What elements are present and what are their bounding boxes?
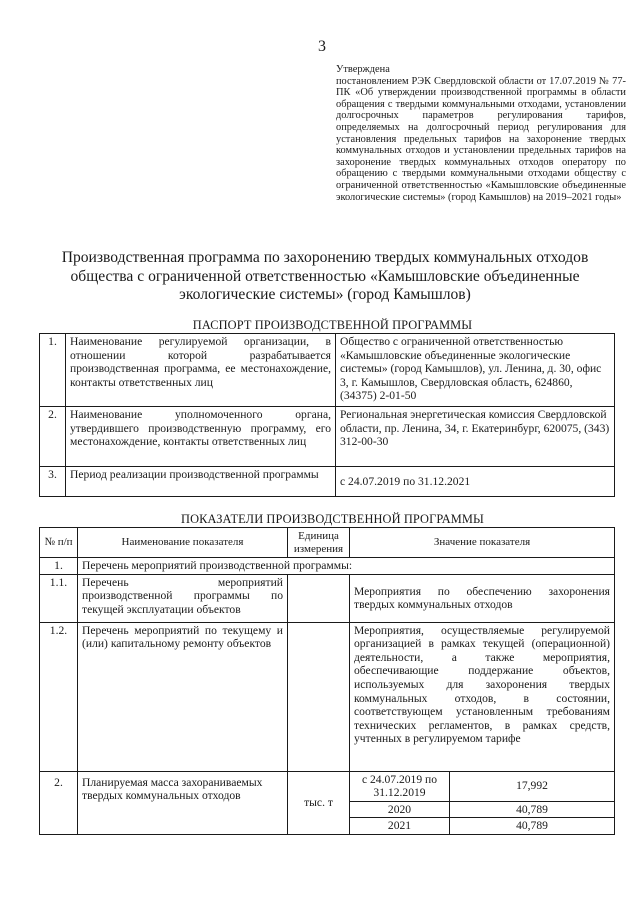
indicators-heading: ПОКАЗАТЕЛИ ПРОИЗВОДСТВЕННОЙ ПРОГРАММЫ [181,512,484,526]
table-row [40,467,615,497]
table-row [40,622,615,771]
table-row [40,574,615,622]
row-unit [288,574,350,622]
row-number: 2. [40,407,66,467]
row-number: 1.2. [40,622,78,771]
value-cell: 40,789 [450,818,615,835]
row-value: Общество с ограниченной ответственностью «Камышловские объединенные экологические системы» (город Камышлов), ул. Ленина, д. 30, офис 3, г. Камышлов, Свердловская область, 624860, (34375) 2-01-50 [336,334,615,407]
table-row [40,334,615,407]
row-unit: тыс. т [288,771,350,834]
indicators-table [39,527,615,835]
table-header-row [40,528,615,558]
period-cell: 2020 [350,801,450,818]
row-label: Период реализации производственной программы [66,467,336,497]
row-value: Мероприятия, осуществляемые регулируемой организацией в рамках текущей (операционной) деятельности, а также мероприятия, обеспечивающие поддержание объектов, используемых для захоронения твердых коммунальных отходов, в состоянии, соответствующем установленным требованиям технических регламентов, в рамках средств, учтенных в регулируемом тарифе [350,622,615,771]
value-cell: 40,789 [450,801,615,818]
document-title: Производственная программа по захоронению твердых коммунальных отходов общества с ограниченной ответственностью «Камышловские объединенные экологические системы» (город Камышлов) [61,249,589,303]
row-name: Планируемая масса захораниваемых твердых коммунальных отходов [78,771,288,834]
header-value: Значение показателя [350,528,615,558]
approval-block [336,64,626,203]
row-number: 3. [40,467,66,497]
header-name: Наименование показателя [78,528,288,558]
period-cell: 2021 [350,818,450,835]
row-number: 1. [40,334,66,407]
row-label: Наименование уполномоченного органа, утвердившего производственную программу, его местонахождение, контакты ответственных лиц [66,407,336,467]
row-text: Перечень мероприятий производственной программы: [78,558,615,575]
period-cell: с 24.07.2019 по 31.12.2019 [350,771,450,801]
row-unit [288,622,350,771]
approval-heading: Утверждена [336,64,390,75]
row-number: 1. [40,558,78,575]
header-number: № п/п [40,528,78,558]
row-value: с 24.07.2019 по 31.12.2021 [336,467,615,497]
table-row [40,771,615,801]
table-row [40,558,615,575]
header-unit: Единица измерения [288,528,350,558]
row-value: Региональная энергетическая комиссия Свердловской области, пр. Ленина, 34, г. Екатеринбург, 620075, (343) 312-00-30 [336,407,615,467]
row-value: Мероприятия по обеспечению захоронения твердых коммунальных отходов [350,574,615,622]
page-number: 3 [318,38,326,55]
table-row [40,407,615,467]
passport-heading: ПАСПОРТ ПРОИЗВОДСТВЕННОЙ ПРОГРАММЫ [192,318,473,332]
row-label: Наименование регулируемой организации, в отношении которой разрабатывается производственная программа, ее местонахождение, контакты ответственных лиц [66,334,336,407]
value-cell: 17,992 [450,771,615,801]
row-number: 2. [40,771,78,834]
row-name: Перечень мероприятий производственной программы по текущей эксплуатации объектов [78,574,288,622]
approval-text: постановлением РЭК Свердловской области от 17.07.2019 № 77-ПК «Об утверждении производственной программы в области обращения с твердыми коммунальными отходами, установлении долгосрочных параметров регулирования тарифов, определяемых на долгосрочный период регулирования для установления предельных тарифов на захоронение твердых коммунальных отходов и установлении предельных тарифов на захоронение твердых коммунальных отходов оператору по обращению с твердыми коммунальными отходами обществу с ограниченной ответственностью «Камышловские объединенные экологические системы» (город Камышлов) на 2019–2021 годы» [336,75,626,203]
passport-table [39,333,615,497]
row-number: 1.1. [40,574,78,622]
row-name: Перечень мероприятий по текущему и (или) капитальному ремонту объектов [78,622,288,771]
